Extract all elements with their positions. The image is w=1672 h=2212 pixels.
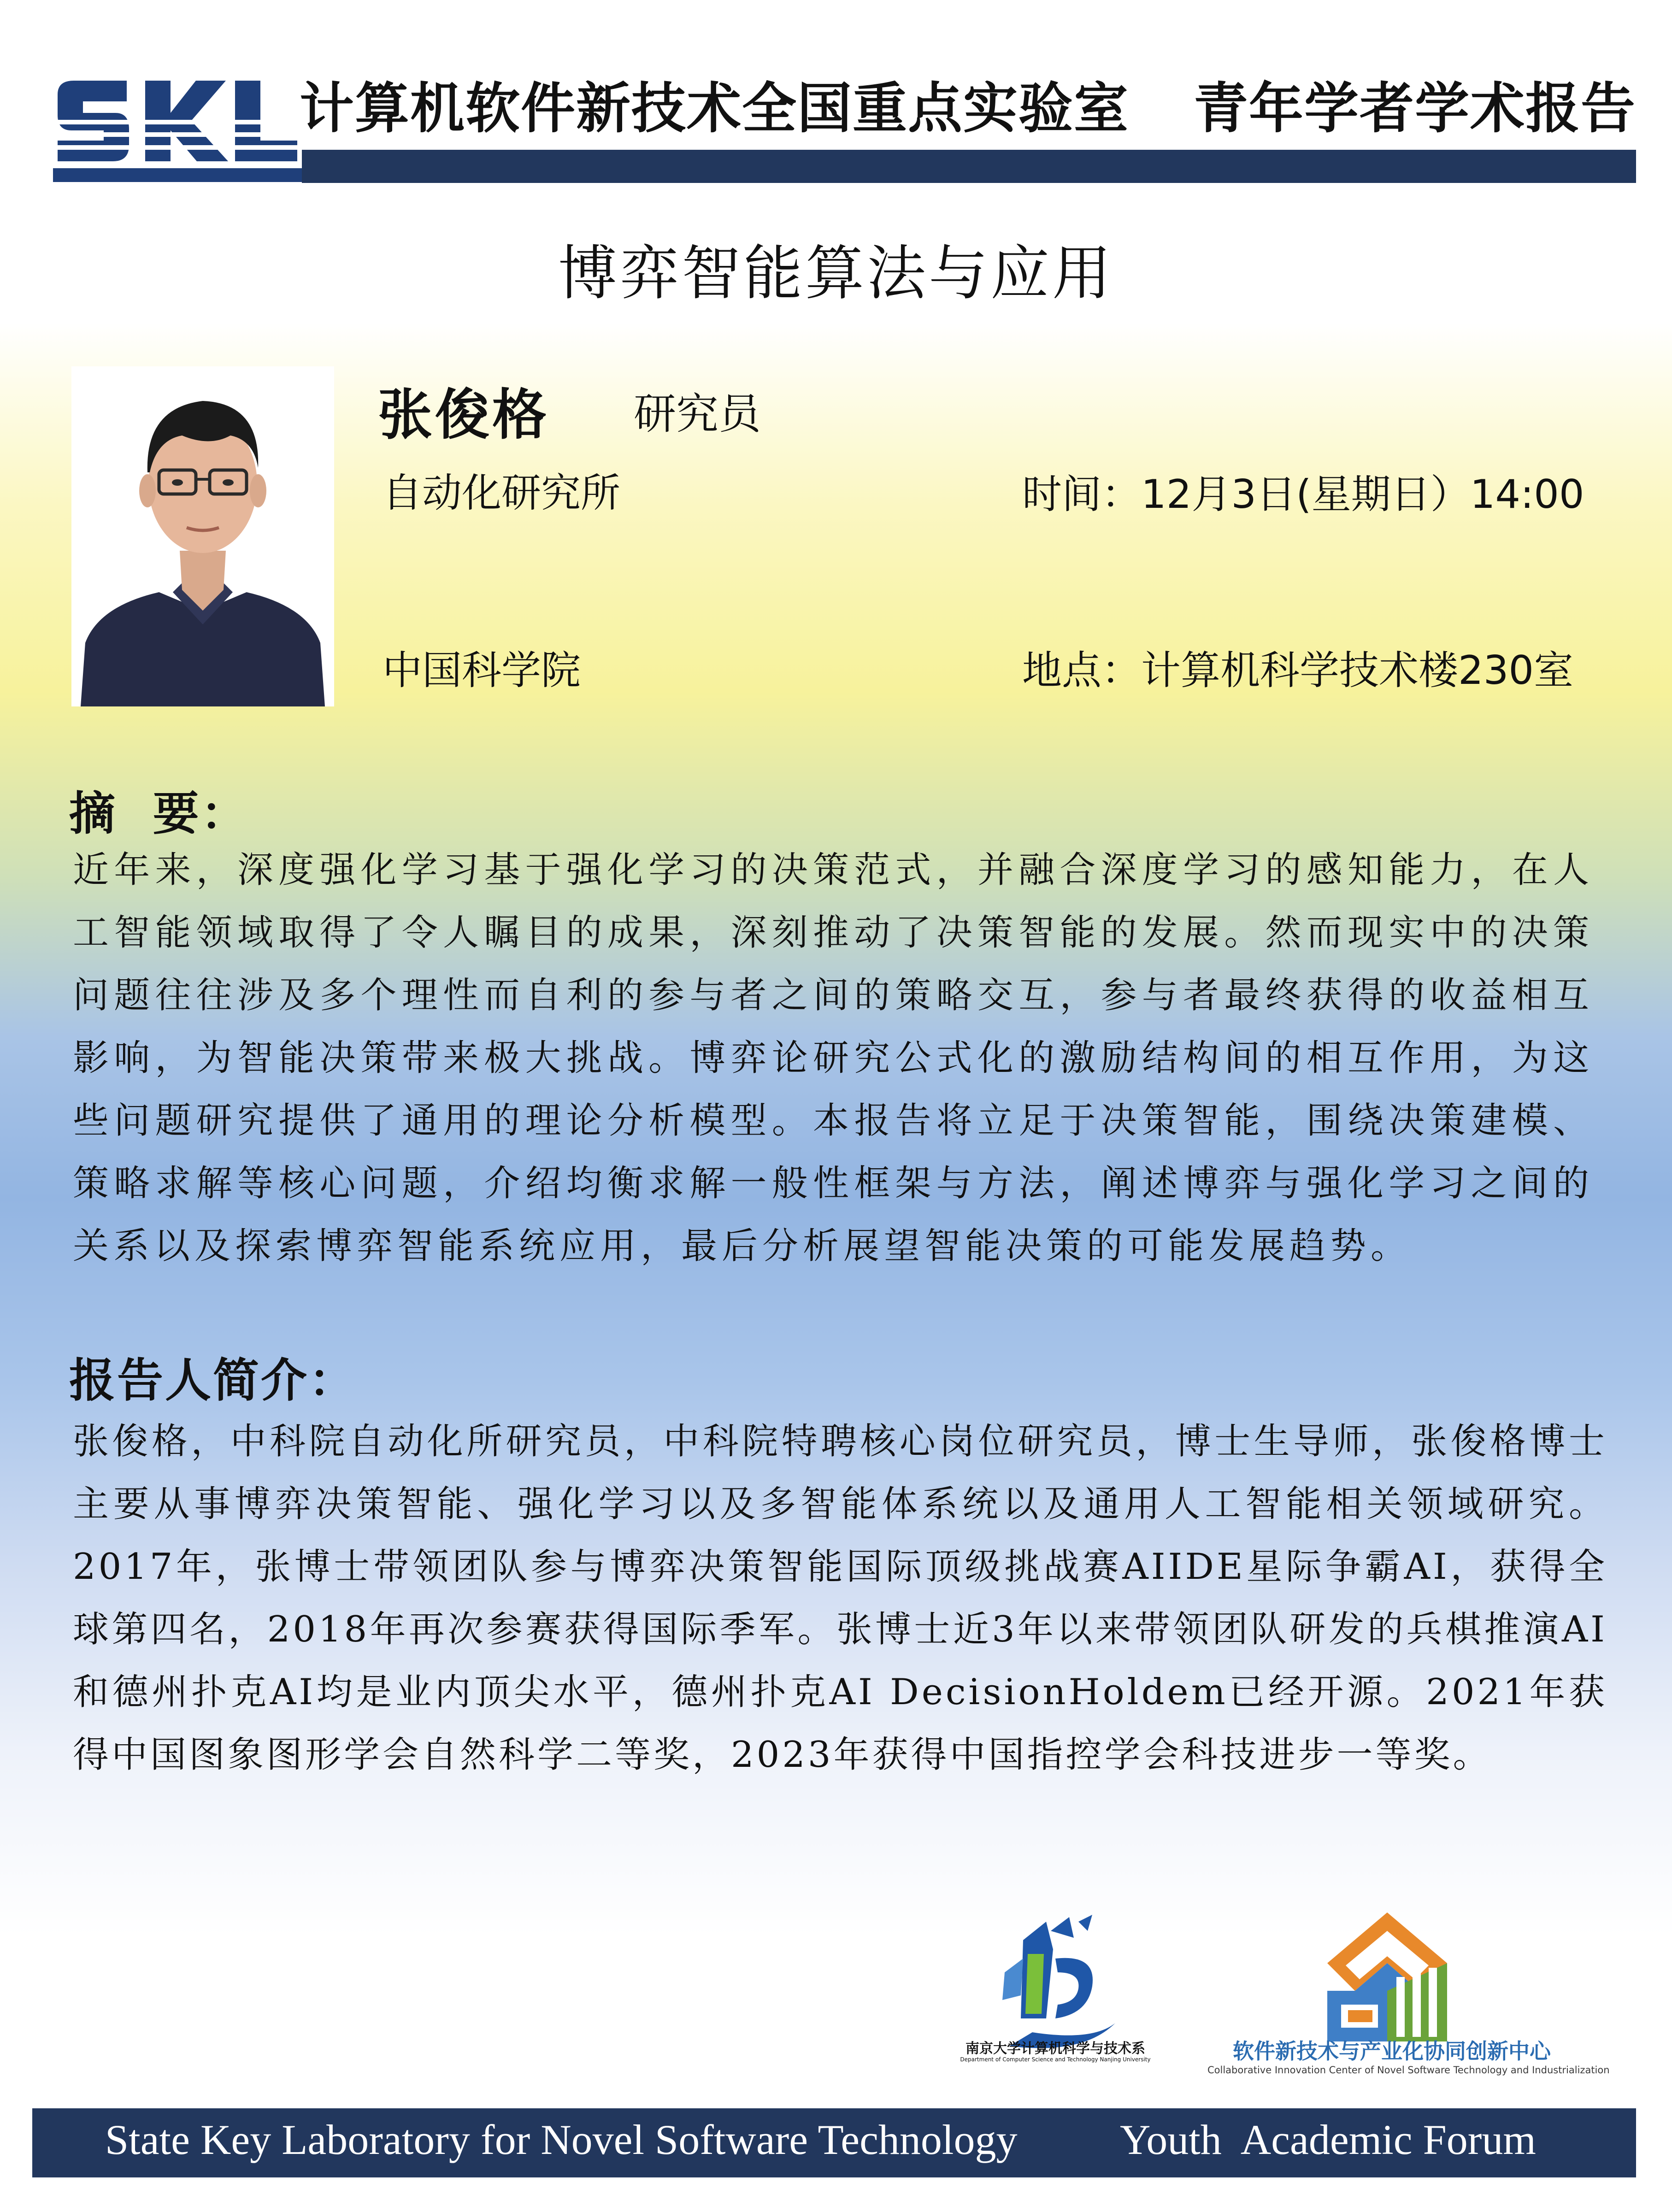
talk-title: 博弈智能算法与应用 [558,239,1114,308]
abstract-text: 近年来，深度强化学习基于强化学习的决策范式，并融合深度学习的感知能力，在人工智能领域取得了令人瞩目的成果，深刻推动了决策智能的发展。然而现实中的决策问题往往涉及多个理性而自利的参与者之间的策略交互，参与者最终获得的收益相互影响，为智能决策带来极大挑战。博弈论研究公式化的激励结构间的相互作用，为这些问题研究提供了通用的理论分析模型。本报告将立足于决策智能，围绕决策建模、策略求解等核心问题，介绍均衡求解一般性框架与方法，阐述博弈与强化学习之间的关系以及探索博弈智能系统应用，最后分析展望智能决策的可能发展趋势。 [73,849,1594,1267]
bio-heading: 报告人简介： [69,1353,357,1407]
cic-name: 软件新技术与产业化协同创新中心 [1233,2039,1551,2064]
event-place: 地点：计算机科学技术楼230室 [1022,647,1574,694]
nju-cs-logo [977,1903,1129,2055]
speaker-title: 研究员 [634,389,761,439]
footer-forum-name: Youth Academic Forum [1120,2116,1536,2163]
speaker-photo [71,366,334,706]
speaker-academy: 中国科学院 [383,647,581,694]
nju-dept-name: 南京大学计算机科学与技术系 [966,2041,1145,2057]
bio-text: 张俊格，中科院自动化所研究员，中科院特聘核心岗位研究员，博士生导师，张俊格博士主要从事博弈决策智能、强化学习以及多智能体系统以及通用人工智能相关领域研究。2017年，张博士带领团队参与博弈决策智能国际顶级挑战赛AIIDE星际争霸AI，获得全球第四名，2018年再次参赛获得国际季军。张博士近3年以来带领团队研发的兵棋推演AI和德州扑克AI均是业内顶尖水平，德州扑克AI DecisionHoldem已经开源。2021年获得中国图象图形学会自然科学二等奖，2023年获得中国指控学会科技进步一等奖。 [73,1421,1607,1776]
abstract-heading: 摘 要： [69,787,249,841]
cic-name-en: Collaborative Innovation Center of Novel Software Technology and Industrialization [1207,2065,1610,2076]
skl-logo [53,76,302,182]
event-time: 时间：12月3日(星期日）14:00 [1022,471,1584,518]
cic-logo [1313,1903,1461,2051]
footer-lab-name: State Key Laboratory for Novel Software Technology [105,2116,1018,2163]
header-bar [302,150,1636,183]
nju-dept-name-en: Department of Computer Science and Technology Nanjing University [960,2056,1151,2063]
speaker-institute: 自动化研究所 [383,470,620,516]
speaker-name: 张俊格 [378,382,550,447]
series-name: 青年学者学术报告 [1194,76,1637,140]
lab-name: 计算机软件新技术全国重点实验室 [300,76,1130,140]
